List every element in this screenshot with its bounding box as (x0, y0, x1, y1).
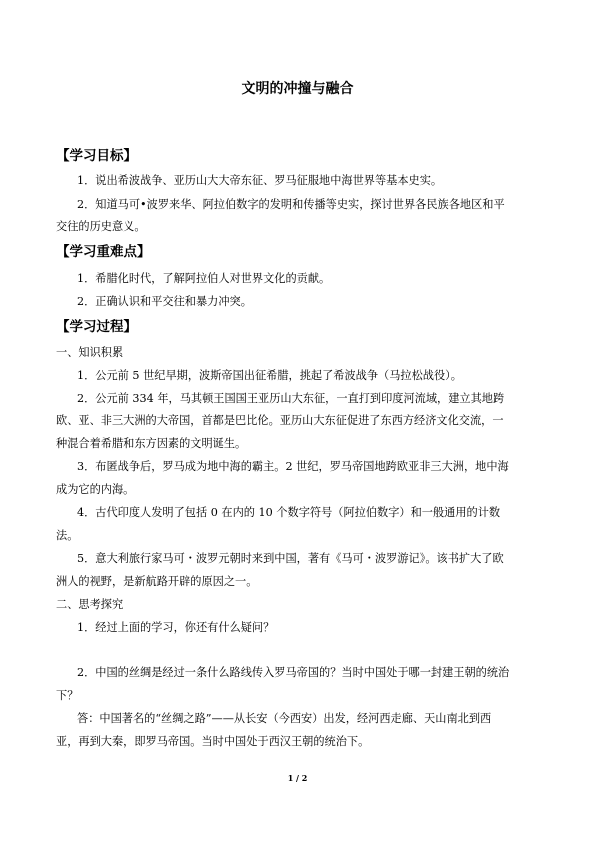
process-line-2: 1．公元前 5 世纪早期，波斯帝国出征希腊，挑起了希波战争（马拉松战役）。 (77, 369, 462, 382)
process-line-8: 4．古代印度人发明了包括 0 在内的 10 个数字符号（阿拉伯数字）和一般通用的计数 (77, 506, 501, 519)
process-line-14: 2．中国的丝绸是经过一条什么路线传入罗马帝国的？当时中国处于哪一封建王朝的统治 (77, 666, 510, 679)
document-title: 文明的冲撞与融合 (241, 81, 354, 97)
process-line-17: 亚，再到大秦，即罗马帝国。当时中国处于西汉王朝的统治下。 (56, 735, 370, 748)
process-line-10: 5．意大利旅行家马可・波罗元朝时来到中国，著有《马可・波罗游记》。该书扩大了欧 (77, 552, 504, 565)
process-line-11: 洲人的视野，是新航路开辟的原因之一。 (56, 575, 258, 588)
goal-line-2: 2．知道马可•波罗来华、阿拉伯数字的发明和传播等史实，探讨世界各民族各地区和平 (77, 198, 505, 211)
heading-learning-process: 【学习过程】 (56, 319, 137, 335)
process-line-9: 法。 (56, 529, 79, 542)
process-line-7: 成为它的内海。 (56, 483, 135, 496)
process-line-4: 欧、亚、非三大洲的大帝国，首都是巴比伦。亚历山大东征促进了东西方经济文化交流，一 (56, 414, 504, 427)
process-line-13: 1．经过上面的学习，你还有什么疑问？ (77, 621, 275, 634)
key-point-line-1: 1．希腊化时代，了解阿拉伯人对世界文化的贡献。 (77, 272, 331, 285)
process-line-1: 一、知识积累 (56, 346, 124, 359)
key-point-line-2: 2．正确认识和平交往和暴力冲突。 (77, 295, 252, 308)
process-line-5: 种混合着希腊和东方因素的文明诞生。 (56, 437, 247, 450)
process-line-12: 二、思考探究 (56, 598, 124, 611)
process-line-15: 下？ (56, 689, 79, 702)
heading-learning-goals: 【学习目标】 (56, 148, 137, 164)
goal-line-1: 1．说出希波战争、亚历山大大帝东征、罗马征服地中海世界等基本史实。 (77, 174, 443, 187)
process-line-6: 3．布匿战争后，罗马成为地中海的霸主。2 世纪，罗马帝国地跨欧亚非三大洲，地中海 (77, 460, 509, 473)
page-number: 1 / 2 (287, 773, 308, 783)
process-line-16: 答：中国著名的“丝绸之路”——从长安（今西安）出发，经河西走廊、天山南北到西 (77, 712, 492, 725)
heading-key-points: 【学习重难点】 (56, 244, 151, 260)
goal-line-3: 交往的历史意义。 (56, 220, 146, 233)
process-line-3: 2．公元前 334 年，马其顿王国国王亚历山大东征，一直打到印度河流域，建立其地跨 (77, 392, 505, 405)
